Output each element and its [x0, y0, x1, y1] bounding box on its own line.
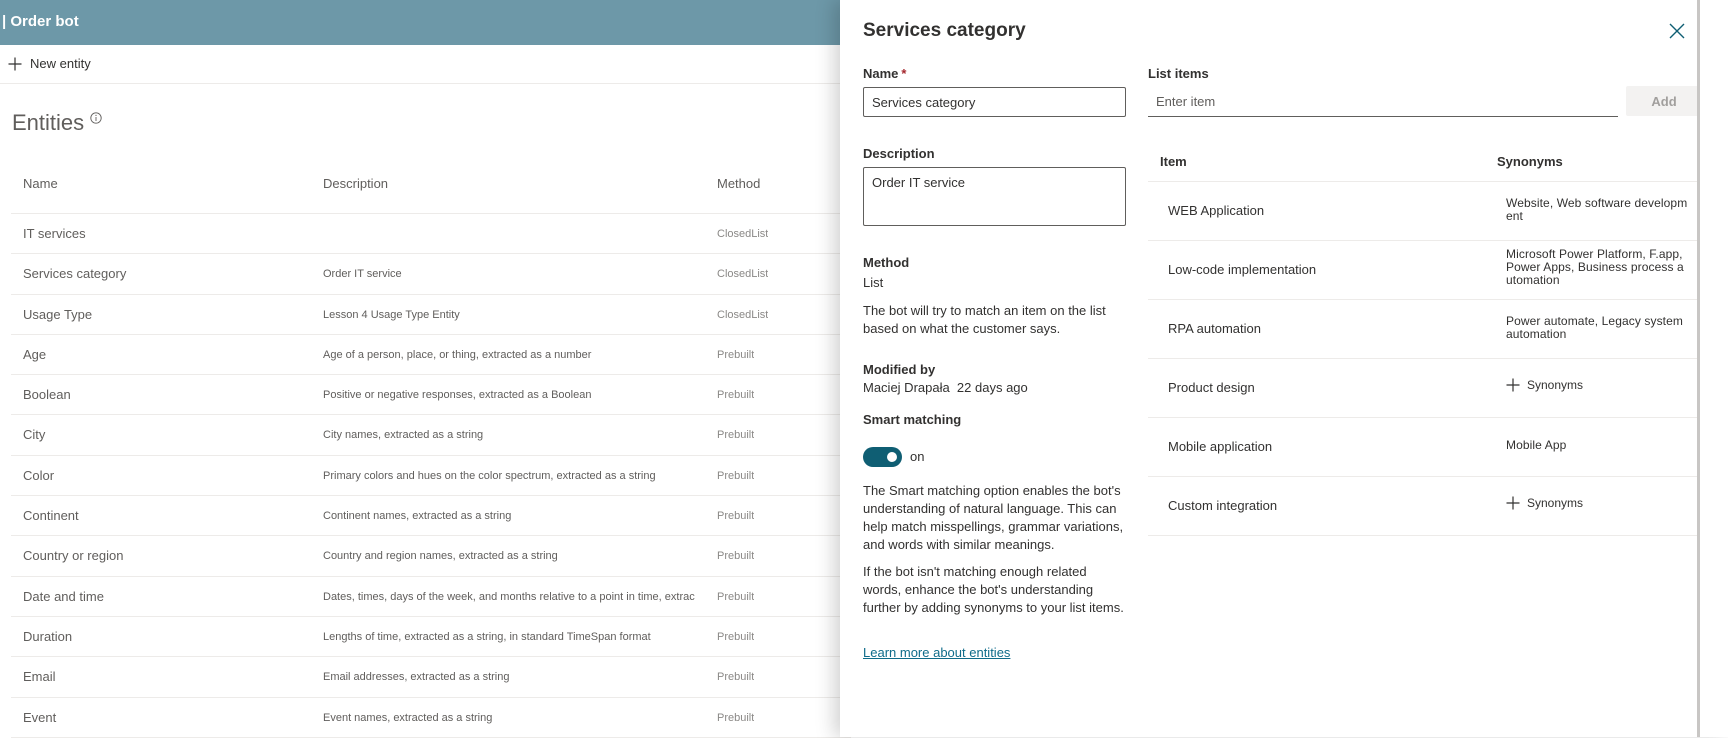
entity-description: Age of a person, place, or thing, extracted as a number: [323, 348, 592, 361]
entity-method: ClosedList: [717, 228, 769, 240]
smart-matching-toggle[interactable]: [863, 447, 902, 467]
list-item[interactable]: [1148, 477, 1702, 536]
table-row[interactable]: [11, 456, 851, 496]
list-items-label: List items: [1148, 66, 1209, 81]
smart-matching-state: on: [910, 449, 925, 464]
close-icon[interactable]: [1666, 20, 1688, 42]
entity-name[interactable]: Color: [23, 467, 55, 483]
table-row[interactable]: [11, 295, 851, 335]
entity-name[interactable]: Email: [23, 669, 56, 685]
new-entity-label: New entity: [30, 56, 91, 71]
list-item-name: Product design: [1168, 380, 1255, 395]
entity-name[interactable]: Country or region: [23, 548, 124, 564]
info-icon[interactable]: [90, 112, 102, 124]
entity-description: Country and region names, extracted as a string: [323, 550, 558, 563]
panel-title: Services category: [863, 20, 1026, 41]
entity-method: Prebuilt: [717, 389, 755, 402]
plus-icon: [1506, 378, 1520, 392]
name-label-text: Name: [863, 66, 899, 81]
entity-method: Prebuilt: [717, 630, 755, 643]
list-item-name: WEB Application: [1168, 203, 1265, 218]
method-value: List: [863, 275, 884, 290]
method-label: Method: [863, 255, 910, 270]
entity-description: Positive or negative responses, extracted as a Boolean: [323, 389, 592, 402]
entity-name[interactable]: Continent: [23, 508, 79, 524]
new-entity-button[interactable]: [8, 56, 91, 71]
toggle-knob: [887, 452, 897, 462]
modified-by-label: Modified by: [863, 362, 936, 377]
list-item-synonyms[interactable]: Microsoft Power Platform, F.app, Power Apps, Business process automation: [1506, 247, 1684, 287]
list-item[interactable]: [1148, 182, 1702, 241]
table-row[interactable]: [11, 415, 851, 455]
list-item[interactable]: [1148, 241, 1702, 300]
entity-description: Dates, times, days of the week, and months relative to a point in time, extrac: [323, 590, 695, 603]
table-row[interactable]: [11, 335, 851, 375]
entity-method: Prebuilt: [717, 671, 755, 684]
add-synonyms-button[interactable]: [1506, 378, 1583, 392]
entity-description: Continent names, extracted as a string: [323, 510, 512, 523]
list-item[interactable]: [1148, 418, 1702, 477]
smart-matching-label: Smart matching: [863, 412, 962, 427]
plus-icon: [8, 57, 22, 71]
panel-scrollbar[interactable]: [1698, 0, 1728, 737]
column-header-description[interactable]: Description: [323, 176, 389, 191]
entity-method: Prebuilt: [717, 429, 755, 442]
column-header-method[interactable]: Method: [717, 176, 761, 191]
name-input[interactable]: [863, 87, 1126, 117]
list-items-header: [1148, 143, 1702, 182]
entity-name[interactable]: Date and time: [23, 588, 104, 604]
table-row[interactable]: [11, 496, 851, 536]
modified-by-value: Maciej Drapała 22 days ago: [863, 380, 1028, 395]
entity-method: ClosedList: [717, 268, 769, 281]
table-row[interactable]: [11, 657, 851, 697]
entities-table: [11, 164, 851, 738]
entity-name[interactable]: Boolean: [23, 387, 71, 403]
entity-method: ClosedList: [717, 308, 769, 321]
list-item-name: Custom integration: [1168, 498, 1278, 513]
table-row[interactable]: [11, 536, 851, 576]
entity-name[interactable]: IT services: [23, 226, 86, 241]
column-header-item: Item: [1160, 154, 1187, 169]
table-row[interactable]: [11, 698, 851, 738]
list-item-synonyms[interactable]: Website, Web software development: [1506, 196, 1688, 223]
list-item-input[interactable]: [1148, 87, 1618, 117]
add-synonyms-label: Synonyms: [1527, 496, 1584, 510]
table-row[interactable]: [11, 214, 851, 254]
table-row[interactable]: [11, 617, 851, 657]
entity-description: Event names, extracted as a string: [323, 711, 493, 724]
entity-method: Prebuilt: [717, 590, 755, 603]
entity-description: City names, extracted as a string: [323, 429, 484, 442]
description-label: Description: [863, 146, 935, 161]
entity-name[interactable]: Event: [23, 709, 57, 725]
page-heading: [12, 110, 102, 136]
scrollbar-thumb[interactable]: [1697, 0, 1700, 737]
method-help-text: The bot will try to match an item on the list based on what the customer says.: [863, 303, 1106, 336]
entity-name[interactable]: Age: [23, 346, 47, 362]
add-synonyms-button[interactable]: [1506, 496, 1583, 510]
column-header-synonyms: Synonyms: [1497, 154, 1563, 169]
learn-more-link[interactable]: Learn more about entities: [863, 645, 1011, 660]
page-title: Entities: [12, 110, 85, 135]
entity-description: Lengths of time, extracted as a string, in standard TimeSpan format: [323, 630, 651, 643]
table-row[interactable]: [11, 254, 851, 294]
table-row[interactable]: [11, 577, 851, 617]
entity-name[interactable]: Services category: [23, 266, 127, 282]
plus-icon: [1506, 496, 1520, 510]
table-row[interactable]: [11, 375, 851, 415]
table-header: [11, 164, 851, 214]
list-item-name: RPA automation: [1168, 321, 1261, 336]
add-synonyms-label: Synonyms: [1527, 378, 1584, 392]
column-header-name[interactable]: Name: [23, 176, 58, 191]
list-item-synonyms[interactable]: Power automate, Legacy system automation: [1506, 314, 1683, 341]
list-item[interactable]: [1148, 359, 1702, 418]
entity-name[interactable]: Duration: [23, 628, 73, 644]
app-title: | Order bot: [2, 13, 79, 30]
list-item-name: Mobile application: [1168, 439, 1273, 454]
entity-name[interactable]: Usage Type: [23, 306, 93, 322]
smart-matching-help-1: The Smart matching option enables the bot's understanding of natural language. This can help match misspellings, grammar variations, and words with similar meanings.: [863, 483, 1124, 552]
entity-description: Order IT service: [323, 268, 402, 281]
required-mark: *: [901, 66, 907, 81]
add-item-button[interactable]: Add: [1626, 86, 1702, 116]
entity-description: Email addresses, extracted as a string: [323, 671, 510, 684]
entity-description: Lesson 4 Usage Type Entity: [323, 308, 460, 321]
list-item-synonyms[interactable]: Mobile App: [1506, 438, 1567, 452]
name-label: [863, 66, 906, 81]
entity-description: Primary colors and hues on the color spectrum, extracted as a string: [323, 469, 656, 482]
entity-method: Prebuilt: [717, 348, 755, 361]
entity-name[interactable]: City: [23, 427, 46, 443]
list-item[interactable]: [1148, 300, 1702, 359]
entity-method: Prebuilt: [717, 550, 755, 563]
entity-method: Prebuilt: [717, 510, 755, 523]
entity-method: Prebuilt: [717, 469, 755, 482]
command-bar: [0, 45, 850, 84]
smart-matching-help-2: If the bot isn't matching enough related words, enhance the bot's understanding further by adding synonyms to your list items.: [863, 564, 1124, 615]
list-items-table: [1148, 143, 1702, 536]
entity-details-panel: [840, 0, 1728, 737]
entity-method: Prebuilt: [717, 711, 755, 724]
description-input[interactable]: [863, 167, 1126, 226]
list-item-name: Low-code implementation: [1168, 262, 1317, 277]
